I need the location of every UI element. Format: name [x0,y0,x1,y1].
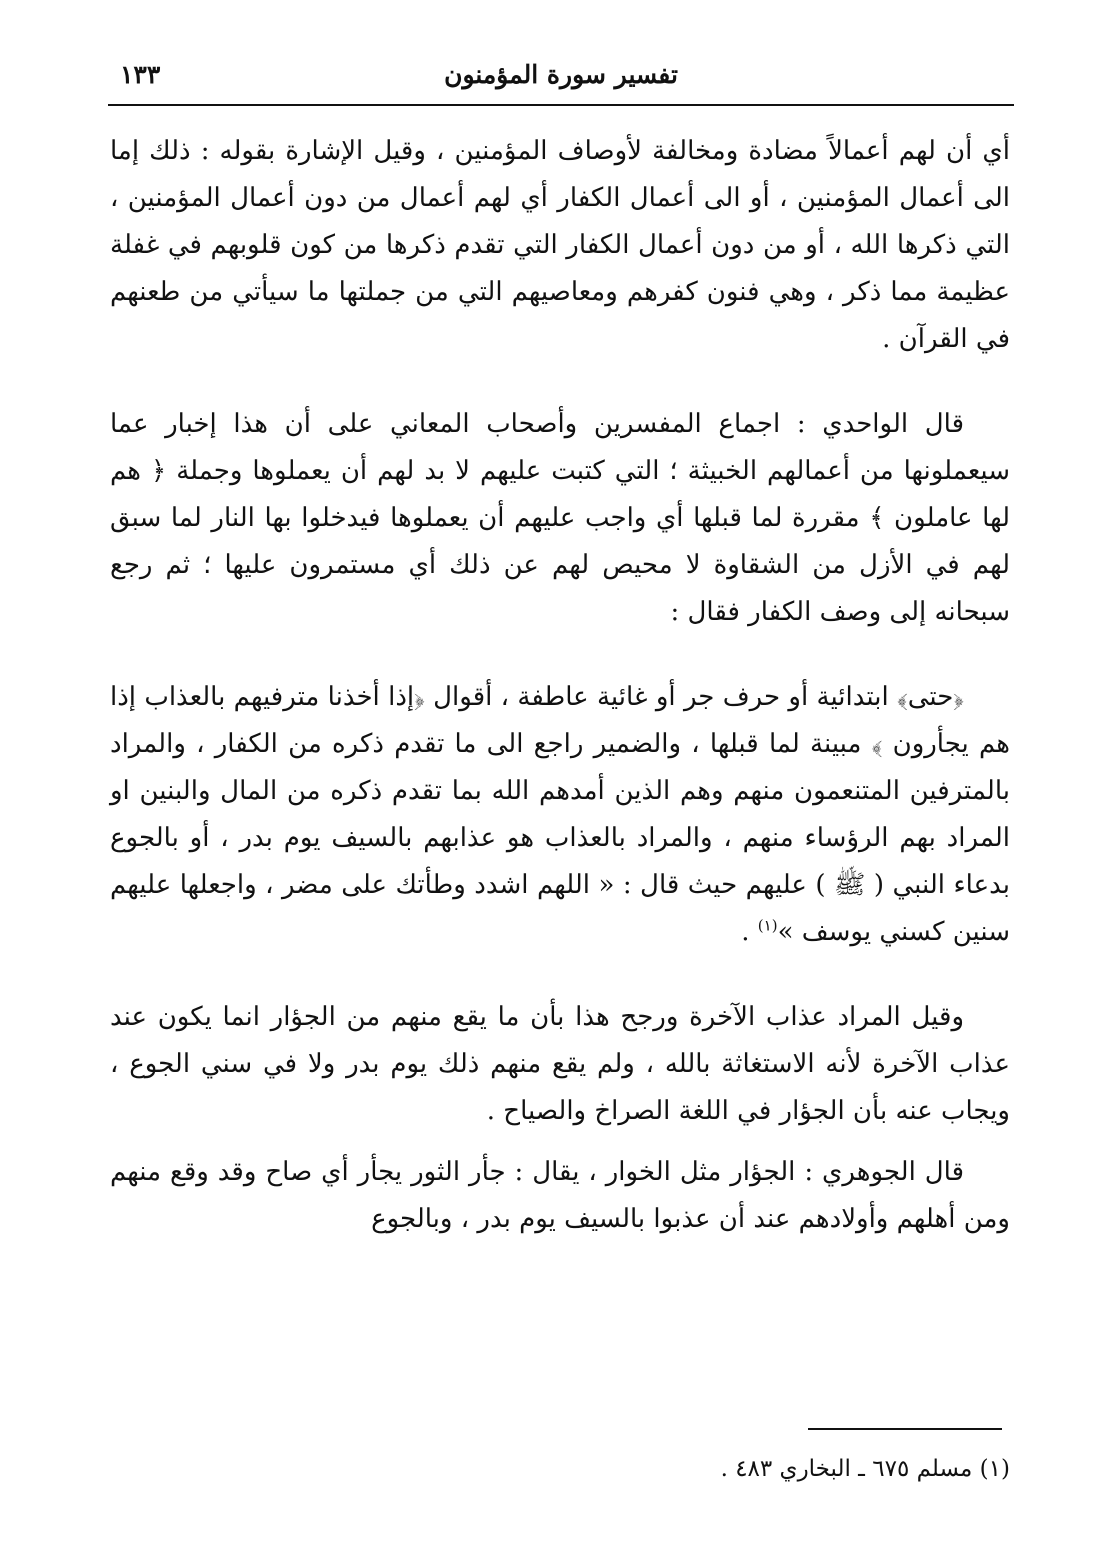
page-header [108,52,1014,104]
header-rule [108,104,1014,106]
paragraph-1: أي أن لهم أعمالاً مضادة ومخالفة لأوصاف المؤمنين ، وقيل الإشارة بقوله : ذلك إما الى أعمال المؤمنين ، أو الى أعمال الكفار أي لهم أعمال من دون أعمال المؤمنين ، التي ذكرها الله ، أو من دون أعمال الكفار التي تقدم ذكرها من كون قلوبهم في غفلة عظيمة مما ذكر ، وهي فنون كفرهم ومعاصيهم التي من جملتها ما سيأتي من طعنهم في القرآن . [110,136,1011,354]
footnote-rule [808,1428,1002,1430]
page-number: ١٣٣ [120,60,161,89]
body-text [110,128,1010,1281]
paragraph-2: قال الواحدي : اجماع المفسرين وأصحاب المعاني على أن هذا إخبار عما سيعملونها من أعمالهم الخبيثة ؛ التي كتبت عليهم لا بد لهم أن يعملوها وجملة ﴿ هم لها عاملون ﴾ مقررة لما قبلها أي واجب عليهم أن يعملوها فيدخلوا بها النار لما سبق لهم في الأزل من الشقاوة لا محيص لهم عن ذلك أي مستمرون عليها ؛ ثم رجع سبحانه إلى وصف الكفار فقال : [110,409,1010,627]
paragraph-4: وقيل المراد عذاب الآخرة ورجح هذا بأن ما يقع منهم من الجؤار انما يكون عند عذاب الآخرة لأنه الاستغاثة بالله ، ولم يقع منهم ذلك يوم بدر ولا في سني الجوع ، ويجاب عنه بأن الجؤار في اللغة الصراخ والصياح . [110,1002,1010,1126]
paragraph-3-end: . [741,917,758,947]
paragraph-3 [110,674,1010,956]
running-title: تفسير سورة المؤمنون [444,60,678,89]
footnote: (١) مسلم ٦٧٥ ـ البخاري ٤٨٣ . [720,1456,1010,1482]
paragraph-3-text: ﴿حتى﴾ ابتدائية أو حرف جر أو غائية عاطفة ، أقوال ﴿إذا أخذنا مترفيهم بالعذاب إذا هم يجأرون ﴾ مبينة لما قبلها ، والضمير راجع الى ما تقدم ذكره من الكفار ، والمراد بالمترفين المتنعمون منهم وهم الذين أمدهم الله بما تقدم ذكره من المال والبنين او المراد بهم الرؤساء منهم ، والمراد بالعذاب هو عذابهم بالسيف يوم بدر ، أو بالجوع بدعاء النبي ( ﷺ ) عليهم حيث قال : « اللهم اشدد وطأتك على مضر ، واجعلها عليهم سنين كسني يوسف » [110,682,1010,947]
footnote-reference: (١) [757,916,778,935]
paragraph-5: قال الجوهري : الجؤار مثل الخوار ، يقال : جأر الثور يجأر أي صاح وقد وقع منهم ومن أهلهم وأولادهم عند أن عذبوا بالسيف يوم بدر ، وبالجوع [110,1157,1010,1234]
